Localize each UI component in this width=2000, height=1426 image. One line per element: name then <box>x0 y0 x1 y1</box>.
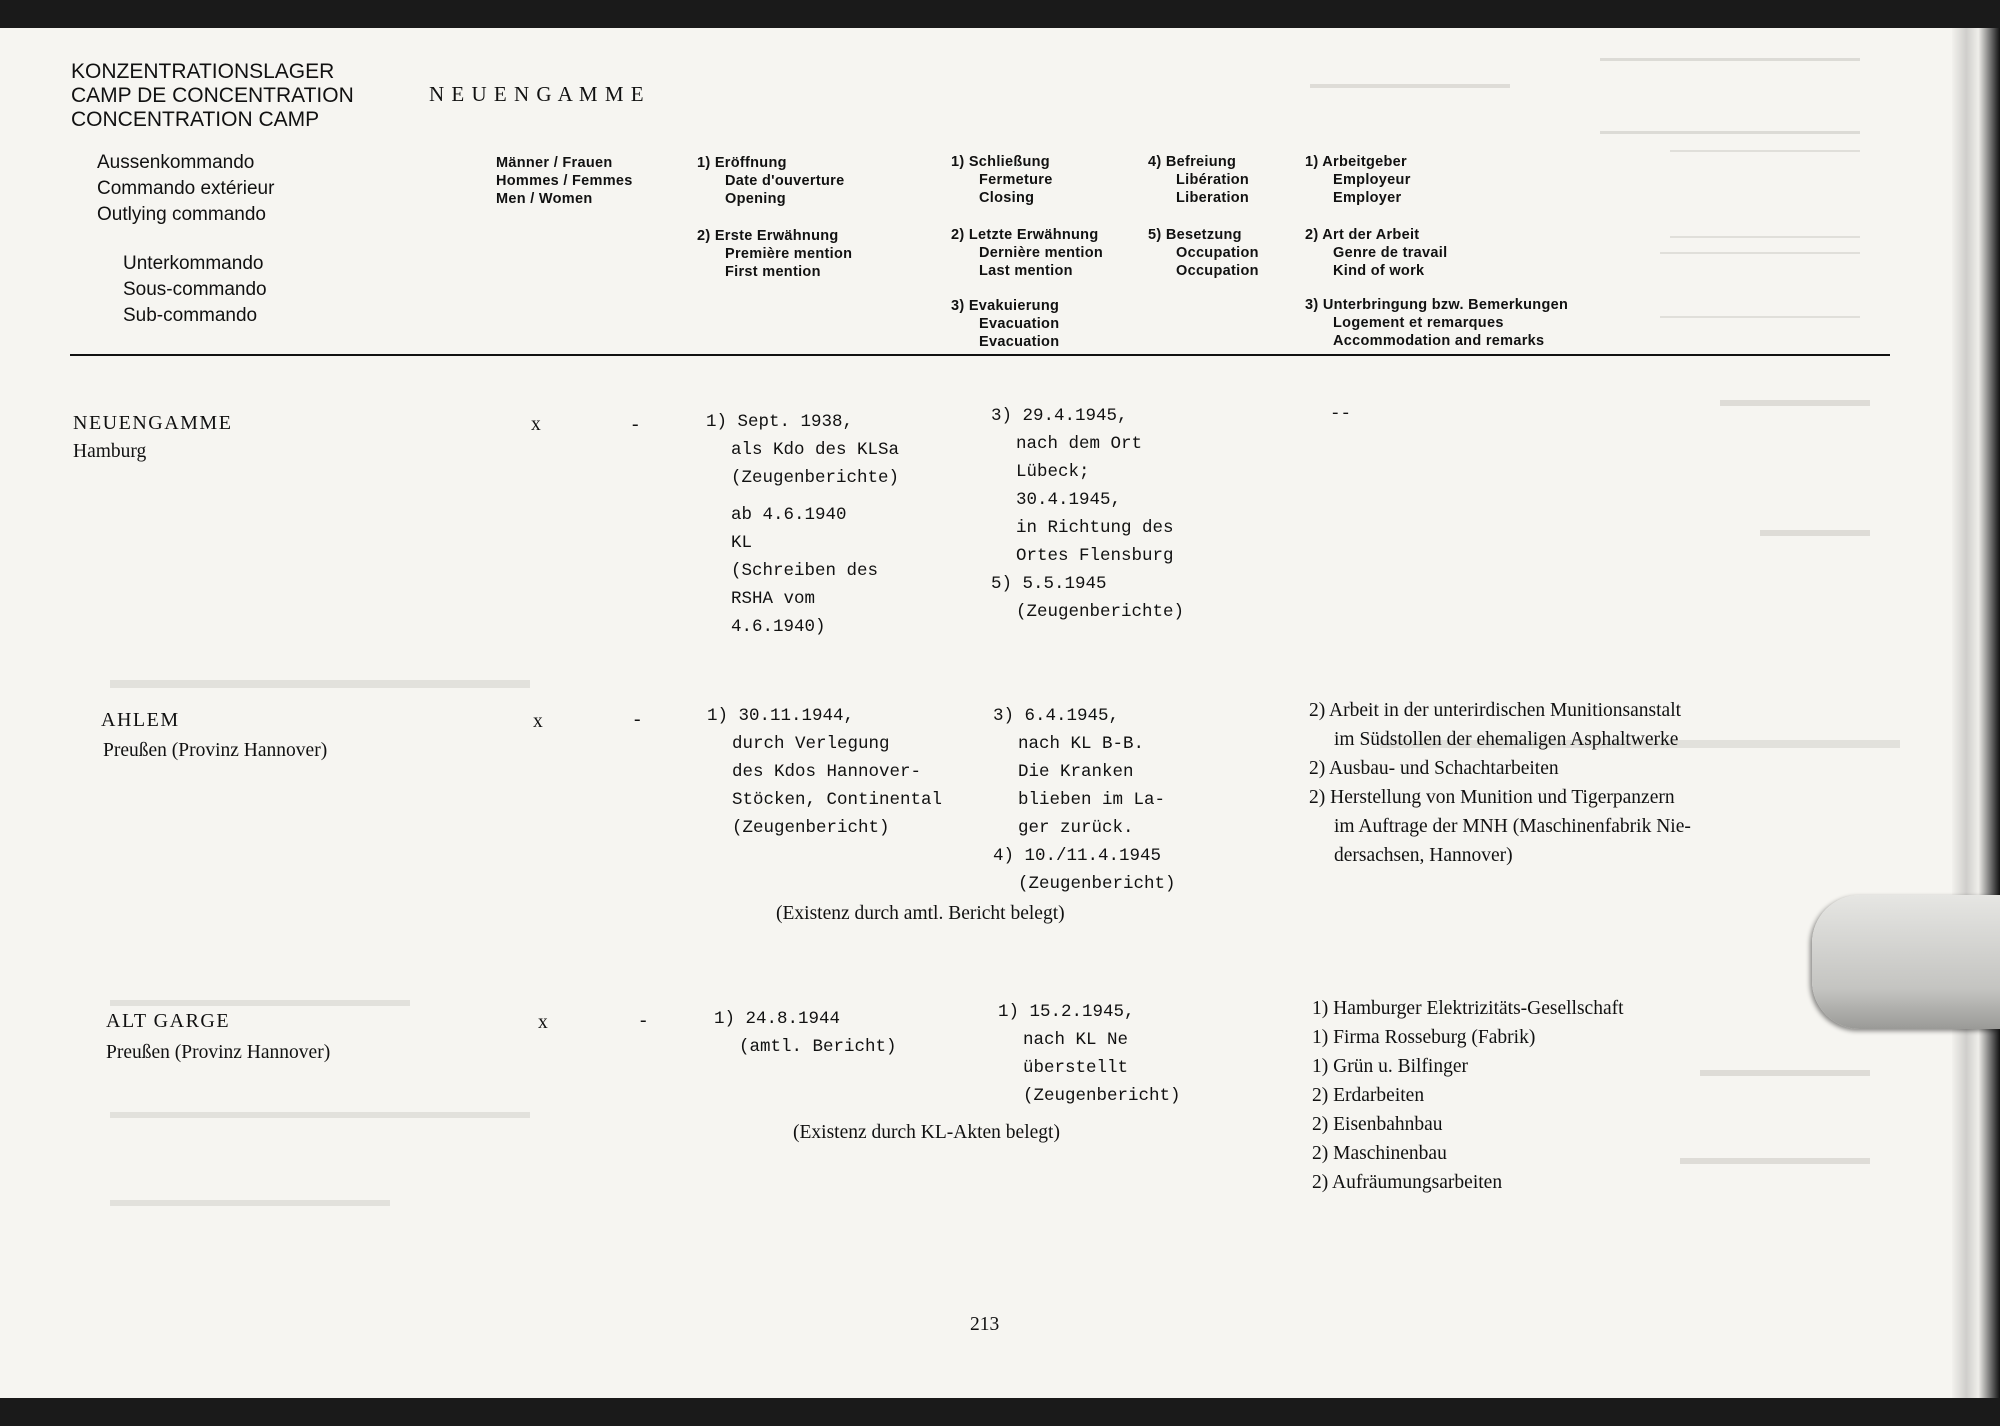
header-line: Logement et remarques <box>1333 315 1504 331</box>
show-through-shadow <box>1670 150 1860 238</box>
header-line: Accommodation and remarks <box>1333 333 1545 349</box>
header-line: Männer / Frauen <box>496 155 613 171</box>
show-through-shadow <box>110 1200 390 1206</box>
column-header-first-mention <box>697 227 852 281</box>
show-through-shadow <box>1600 58 1860 134</box>
closing-details <box>993 702 1176 898</box>
detail-line: Lübeck; <box>1016 462 1090 482</box>
detail-line: ab 4.6.1940 <box>731 505 847 525</box>
show-through-shadow <box>110 1112 530 1118</box>
unterkommando-label <box>123 251 267 329</box>
detail-line: überstellt <box>1023 1058 1129 1078</box>
label-line: Sous-commando <box>123 279 267 300</box>
detail-line: 1) Sept. 1938, <box>706 412 854 432</box>
detail-line: nach KL Ne <box>1023 1030 1129 1050</box>
detail-line: nach KL B-B. <box>1018 734 1145 754</box>
header-line: 5) Besetzung <box>1148 227 1242 243</box>
header-line: First mention <box>725 264 821 280</box>
label-line: Aussenkommando <box>97 152 255 173</box>
show-through-shadow <box>110 680 530 688</box>
detail-line: blieben im La- <box>1018 790 1166 810</box>
detail-line: dersachsen, Hannover) <box>1334 845 1513 866</box>
detail-line: (Zeugenbericht) <box>1023 1086 1181 1106</box>
opening-details <box>714 1005 897 1061</box>
header-line: Libération <box>1176 172 1250 188</box>
header-line: Men / Women <box>496 191 593 207</box>
detail-line: im Auftrage der MNH (Maschinenfabrik Nie- <box>1334 816 1691 837</box>
header-line: 1) Arbeitgeber <box>1305 154 1407 170</box>
header-line: Fermeture <box>979 172 1053 188</box>
header-line: 1) Schließung <box>951 154 1050 170</box>
detail-line: durch Verlegung <box>732 734 890 754</box>
detail-line: (Zeugenberichte) <box>731 468 900 488</box>
detail-line: Stöcken, Continental <box>732 790 943 810</box>
detail-line: Ortes Flensburg <box>1016 546 1174 566</box>
work-details <box>1309 696 1691 870</box>
evidence-note: (Existenz durch KL-Akten belegt) <box>793 1122 1060 1143</box>
entry-region: Hamburg <box>73 441 147 462</box>
detail-line: 2) Arbeit in der unterirdischen Munitionsanstalt <box>1309 700 1682 721</box>
show-through-shadow <box>1660 252 1860 318</box>
detail-line: 1) 15.2.1945, <box>998 1002 1135 1022</box>
entry-region: Preußen (Provinz Hannover) <box>103 740 328 761</box>
detail-line: (Zeugenbericht) <box>1018 874 1176 894</box>
detail-line: 2) Eisenbahnbau <box>1312 1114 1443 1135</box>
column-header-last-mention <box>951 226 1103 280</box>
header-line: Evacuation <box>979 334 1060 350</box>
opening-details <box>706 408 899 492</box>
aussenkommando-label <box>97 150 274 228</box>
detail-line: 3) 29.4.1945, <box>991 406 1128 426</box>
header-line: 2) Erste Erwähnung <box>697 228 839 244</box>
page-edge <box>1952 28 2000 1398</box>
header-line: 2) Letzte Erwähnung <box>951 227 1099 243</box>
header-line: Evacuation <box>979 316 1060 332</box>
camp-name: N E U E N G A M M E <box>429 82 645 106</box>
opening-details <box>707 702 942 842</box>
header-line: Occupation <box>1176 245 1259 261</box>
detail-line: (Zeugenberichte) <box>1016 602 1185 622</box>
detail-line: 2) Erdarbeiten <box>1312 1085 1425 1106</box>
women-mark: - <box>634 709 641 730</box>
closing-details <box>998 998 1181 1110</box>
entry-name: ALT GARGE <box>106 1010 231 1032</box>
header-line: Date d'ouverture <box>725 173 845 189</box>
entry-name: NEUENGAMME <box>73 412 233 434</box>
show-through-shadow <box>1310 84 1510 88</box>
column-header-evacuation <box>951 297 1059 351</box>
detail-line: KL <box>731 533 753 553</box>
detail-line: 2) Herstellung von Munition und Tigerpanzern <box>1309 787 1675 808</box>
women-mark: - <box>640 1010 647 1031</box>
document-title <box>71 60 354 132</box>
header-line: Employeur <box>1333 172 1411 188</box>
column-header-closing <box>951 153 1053 207</box>
header-line: Liberation <box>1176 190 1250 206</box>
detail-line: (Zeugenbericht) <box>732 818 890 838</box>
closing-details <box>991 402 1184 626</box>
show-through-shadow <box>1760 530 1870 536</box>
column-header-occupation <box>1148 226 1259 280</box>
header-line: 3) Unterbringung bzw. Bemerkungen <box>1305 297 1569 313</box>
detail-line: 2) Ausbau- und Schachtarbeiten <box>1309 758 1559 779</box>
show-through-shadow <box>110 1000 410 1006</box>
detail-line: 1) Hamburger Elektrizitäts-Gesellschaft <box>1312 998 1624 1019</box>
detail-line: 30.4.1945, <box>1016 490 1122 510</box>
label-line: Sub-commando <box>123 305 258 326</box>
detail-line: 1) 24.8.1944 <box>714 1009 841 1029</box>
detail-line: in Richtung des <box>1016 518 1174 538</box>
column-header-liberation <box>1148 153 1249 207</box>
work-details: -- <box>1330 404 1352 424</box>
detail-line: des Kdos Hannover- <box>732 762 922 782</box>
detail-line: im Südstollen der ehemaligen Asphaltwerke <box>1334 729 1679 750</box>
header-line: 4) Befreiung <box>1148 154 1237 170</box>
header-line: 1) Eröffnung <box>697 155 787 171</box>
title-line: CONCENTRATION CAMP <box>71 108 320 131</box>
column-header-accommodation <box>1305 296 1568 350</box>
label-line: Commando extérieur <box>97 178 275 199</box>
entry-region: Preußen (Provinz Hannover) <box>106 1042 331 1063</box>
work-details <box>1312 994 1624 1197</box>
header-line: Hommes / Femmes <box>496 173 633 189</box>
header-line: Dernière mention <box>979 245 1104 261</box>
men-mark: x <box>538 1012 548 1033</box>
header-line: Closing <box>979 190 1035 206</box>
detail-line: RSHA vom <box>731 589 816 609</box>
detail-line: ger zurück. <box>1018 818 1134 838</box>
detail-line: 5) 5.5.1945 <box>991 574 1107 594</box>
detail-line: 4.6.1940) <box>731 617 826 637</box>
detail-line: 1) Grün u. Bilfinger <box>1312 1056 1468 1077</box>
header-line: Genre de travail <box>1333 245 1448 261</box>
header-line: Première mention <box>725 246 853 262</box>
label-line: Outlying commando <box>97 204 266 225</box>
title-line: CAMP DE CONCENTRATION <box>71 84 354 107</box>
detail-line: (amtl. Bericht) <box>739 1037 897 1057</box>
column-header-men-women <box>496 154 633 208</box>
detail-line: 2) Maschinenbau <box>1312 1143 1447 1164</box>
column-header-kind-of-work <box>1305 226 1447 280</box>
label-line: Unterkommando <box>123 253 264 274</box>
header-line: Last mention <box>979 263 1073 279</box>
page-divider-tab[interactable] <box>1812 895 2000 1029</box>
detail-line: als Kdo des KLSa <box>731 440 900 460</box>
detail-line: nach dem Ort <box>1016 434 1143 454</box>
header-line: Kind of work <box>1333 263 1425 279</box>
detail-line: 3) 6.4.1945, <box>993 706 1120 726</box>
header-divider-rule <box>70 354 1890 356</box>
show-through-shadow <box>1700 1070 1870 1076</box>
men-mark: x <box>533 711 543 732</box>
opening-extra-details <box>731 501 878 641</box>
detail-line: (Schreiben des <box>731 561 879 581</box>
detail-line: Die Kranken <box>1018 762 1134 782</box>
header-line: Employer <box>1333 190 1402 206</box>
column-header-opening <box>697 154 844 208</box>
detail-line: 4) 10./11.4.1945 <box>993 846 1162 866</box>
title-line: KONZENTRATIONSLAGER <box>71 60 335 83</box>
entry-name: AHLEM <box>101 709 180 731</box>
header-line: 2) Art der Arbeit <box>1305 227 1420 243</box>
show-through-shadow <box>1680 1158 1870 1164</box>
detail-line: 1) 30.11.1944, <box>707 706 855 726</box>
detail-line: 1) Firma Rosseburg (Fabrik) <box>1312 1027 1536 1048</box>
page-number: 213 <box>970 1314 1000 1335</box>
men-mark: x <box>531 414 541 435</box>
detail-line: 2) Aufräumungsarbeiten <box>1312 1172 1503 1193</box>
evidence-note: (Existenz durch amtl. Bericht belegt) <box>776 903 1065 924</box>
show-through-shadow <box>1720 400 1870 406</box>
header-line: 3) Evakuierung <box>951 298 1060 314</box>
header-line: Opening <box>725 191 786 207</box>
column-header-employer <box>1305 153 1411 207</box>
women-mark: - <box>632 414 639 435</box>
header-line: Occupation <box>1176 263 1259 279</box>
